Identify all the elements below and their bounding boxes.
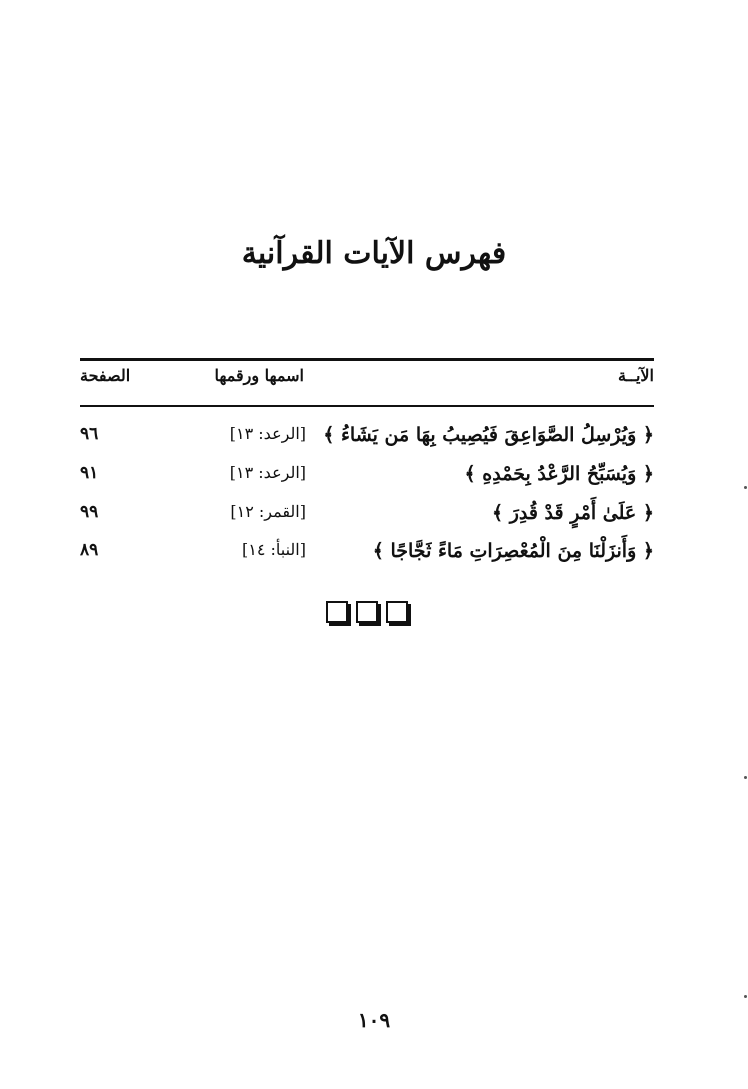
table-header-rule [80, 405, 654, 407]
table-row [80, 463, 654, 499]
verse-text: ﴿ وَأَنزَلْنَا مِنَ الْمُعْصِرَاتِ مَاءً ثَجَّاجًا ﴾ [372, 540, 654, 562]
table-header [80, 366, 654, 402]
verse-text: ﴿ عَلَىٰ أَمْرٍ قَدْ قُدِرَ ﴾ [491, 502, 654, 524]
header-page: الصفحة [80, 366, 131, 385]
square-ornament-icon [386, 601, 408, 623]
page-ref: ٩١ [80, 463, 99, 483]
scan-speck [744, 486, 747, 489]
square-ornament-icon [326, 601, 348, 623]
section-end-ornament [326, 601, 414, 625]
scan-speck [744, 776, 747, 779]
sura-ref: [الرعد: ١٣] [229, 463, 306, 482]
page-number: ١٠٩ [357, 1008, 391, 1032]
page-title: فهرس الآيات القرآنية [241, 236, 507, 271]
sura-ref: [القمر: ١٢] [230, 502, 306, 521]
table-row [80, 502, 654, 538]
page-ref: ٨٩ [80, 540, 99, 560]
header-sura: اسمها ورقمها [214, 366, 304, 385]
table-top-rule [80, 358, 654, 361]
header-verse: الآيــة [618, 366, 654, 385]
square-ornament-icon [356, 601, 378, 623]
table-row [80, 540, 654, 576]
sura-ref: [الرعد: ١٣] [229, 424, 306, 443]
verse-text: ﴿ وَيُسَبِّحُ الرَّعْدُ بِحَمْدِهِ ﴾ [464, 463, 654, 485]
page-ref: ٩٩ [80, 502, 99, 522]
table-row [80, 424, 654, 460]
verse-text: ﴿ وَيُرْسِلُ الصَّوَاعِقَ فَيُصِيبُ بِهَا مَن يَشَاءُ ﴾ [323, 424, 654, 446]
page-ref: ٩٦ [80, 424, 99, 444]
scan-speck [744, 995, 747, 998]
sura-ref: [النبأ: ١٤] [241, 540, 306, 559]
